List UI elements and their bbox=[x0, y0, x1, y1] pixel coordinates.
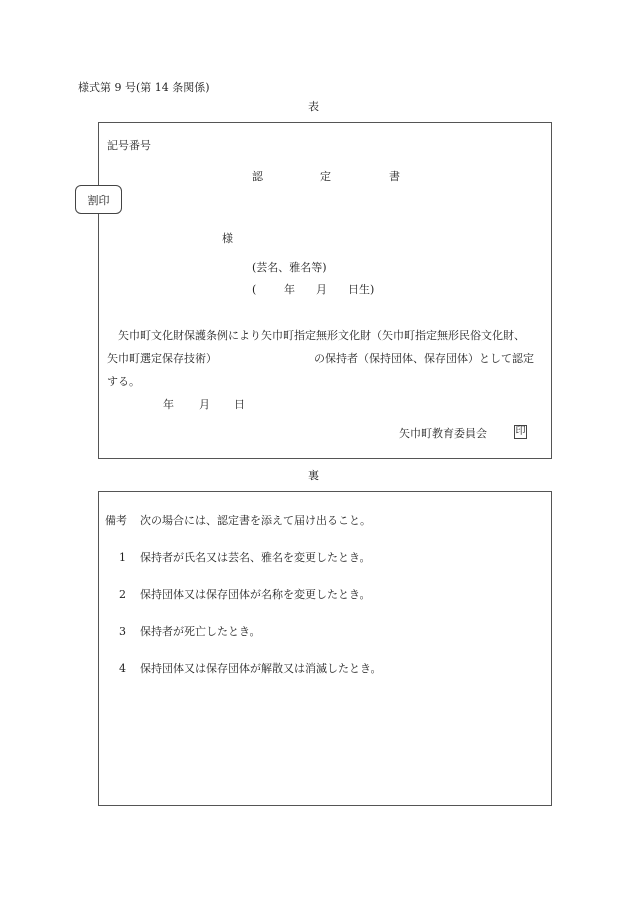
birth-month-label: 月 bbox=[316, 283, 327, 296]
remark-item-text: 保持団体又は保存団体が解散又は消滅したとき。 bbox=[140, 662, 382, 675]
title-char-1: 認 bbox=[252, 170, 263, 183]
title-char-3: 書 bbox=[389, 170, 400, 183]
birth-open-paren: ( bbox=[252, 283, 257, 296]
remarks-intro: 次の場合には、認定書を添えて届け出ること。 bbox=[140, 514, 371, 527]
tally-seal-box bbox=[75, 185, 122, 214]
stage-name-label: (芸名、雅名等) bbox=[252, 261, 327, 274]
issue-date-day: 日 bbox=[234, 398, 245, 411]
certificate-body-line-2b: の保持者（保持団体、保存団体）として認定 bbox=[314, 352, 534, 365]
issuer-name: 矢巾町教育委員会 bbox=[399, 427, 487, 440]
title-char-2: 定 bbox=[320, 170, 331, 183]
remark-item-number: 1 bbox=[119, 551, 126, 564]
recipient-honorific: 様 bbox=[222, 232, 233, 245]
front-side-label: 表 bbox=[308, 100, 319, 113]
certificate-back bbox=[98, 491, 552, 806]
form-number: 様式第 9 号(第 14 条関係) bbox=[78, 81, 210, 94]
record-number-label: 記号番号 bbox=[107, 139, 151, 152]
birth-day-label: 日生) bbox=[348, 283, 375, 296]
certificate-body-line-3: する。 bbox=[107, 375, 140, 388]
remark-item-text: 保持者が死亡したとき。 bbox=[140, 625, 261, 638]
official-stamp-box bbox=[514, 425, 527, 439]
back-side-label: 裏 bbox=[308, 469, 319, 482]
tally-seal-label: 割印 bbox=[87, 193, 110, 207]
issue-date-month: 月 bbox=[199, 398, 210, 411]
certificate-body-line-1: 矢巾町文化財保護条例により矢巾町指定無形文化財（矢巾町指定無形民俗文化財、 bbox=[118, 329, 525, 342]
official-stamp-label: 印 bbox=[515, 426, 526, 437]
remark-item-number: 3 bbox=[119, 625, 126, 638]
remarks-label: 備考 bbox=[105, 514, 127, 527]
birth-year-label: 年 bbox=[284, 283, 295, 296]
remark-item-number: 2 bbox=[119, 588, 126, 601]
remark-item-text: 保持者が氏名又は芸名、雅名を変更したとき。 bbox=[140, 551, 371, 564]
certificate-body-line-2a: 矢巾町選定保存技術） bbox=[107, 352, 217, 365]
remark-item-text: 保持団体又は保存団体が名称を変更したとき。 bbox=[140, 588, 371, 601]
remark-item-number: 4 bbox=[119, 662, 126, 675]
issue-date-year: 年 bbox=[163, 398, 174, 411]
